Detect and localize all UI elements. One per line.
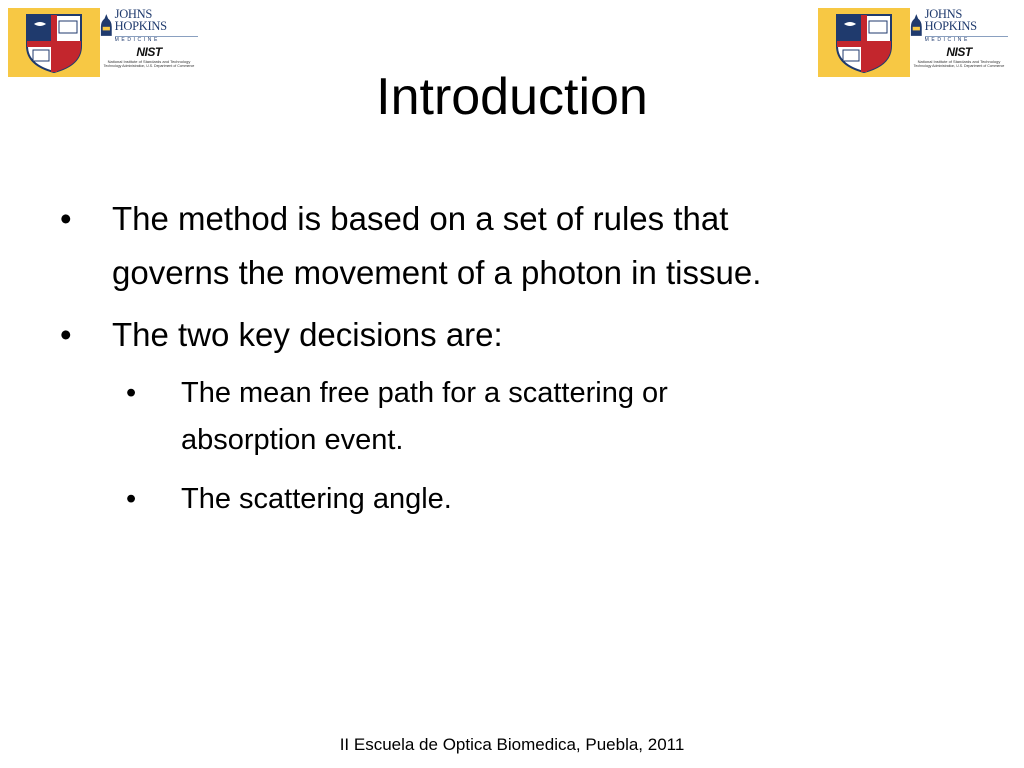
medicine-text: MEDICINE: [115, 36, 198, 43]
dome-icon: [910, 12, 923, 38]
nist-line-1: National Institute of Standards and Technology: [917, 59, 1001, 64]
slide-footer: II Escuela de Optica Biomedica, Puebla, 2011: [339, 735, 685, 754]
bullet-icon: •: [60, 200, 72, 237]
sub-bullet-icon: •: [126, 377, 137, 409]
johns-hopkins-text: JOHNS HOPKINS: [114, 6, 167, 33]
johns-hopkins-text: JOHNS HOPKINS: [924, 6, 977, 33]
nist-line-1: National Institute of Standards and Technology: [107, 59, 191, 64]
nist-text: NIST: [136, 45, 162, 59]
sub-bullet-line: absorption event.: [181, 424, 404, 456]
slide-title: Introduction: [376, 68, 648, 126]
bullet-line: The method is based on a set of rules that: [112, 200, 729, 237]
sub-bullet-text: [181, 370, 981, 464]
johns-hopkins-logo: [910, 6, 1008, 43]
dome-icon: [100, 12, 113, 38]
sub-bullet-text: [181, 476, 981, 523]
bullet-line: The two key decisions are:: [112, 316, 503, 353]
nist-line-2: Technology Administration, U.S. Department of Commerce: [913, 64, 1005, 68]
sub-bullet-line: The mean free path for a scattering or: [181, 377, 668, 409]
medicine-text: MEDICINE: [925, 36, 1008, 43]
bullet-icon: •: [60, 316, 72, 353]
johns-hopkins-logo: [100, 6, 198, 43]
bullet-line: governs the movement of a photon in tissue.: [112, 254, 762, 291]
nist-line-2: Technology Administration, U.S. Department of Commerce: [103, 64, 195, 68]
bullet-text: [112, 192, 992, 300]
nist-text: NIST: [946, 45, 972, 59]
bullet-text: [112, 308, 992, 362]
sub-bullet-line: The scattering angle.: [181, 483, 452, 515]
sub-bullet-icon: •: [126, 483, 137, 515]
